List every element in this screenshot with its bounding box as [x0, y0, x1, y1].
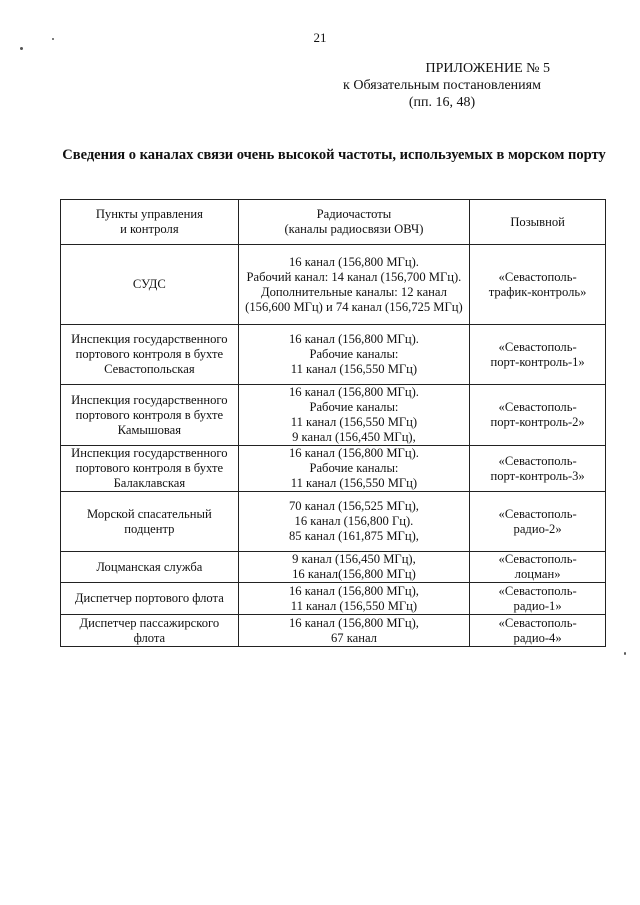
cell-frequencies-line: 70 канал (156,525 МГц),: [288, 499, 419, 513]
cell-frequencies-line: 16 канал (156,800 МГц),: [288, 583, 419, 598]
cell-callsign-line: трафик-контроль»: [488, 284, 587, 299]
document-heading: Сведения о каналах связи очень высокой частоты, используемых в морском порту: [62, 147, 606, 163]
cell-control-point-line: СУДС: [132, 277, 166, 291]
cell-frequencies-line: Рабочие каналы:: [309, 400, 399, 414]
cell-frequencies-line: 16 канал (156,800 Гц).: [294, 514, 414, 528]
appendix-reference: (пп. 16, 48): [408, 95, 476, 110]
cell-frequencies-line: Дополнительные каналы: 12 канал: [260, 284, 447, 299]
cell-frequencies: [238, 385, 469, 446]
cell-frequencies-line: 9 канал (156,450 МГц),: [292, 430, 416, 444]
cell-control-point: [61, 615, 239, 647]
cell-frequencies-line: 16 канал (156,800 МГц).: [288, 446, 419, 460]
table-row: [61, 492, 606, 552]
cell-callsign-line: лоцман»: [514, 567, 561, 581]
cell-callsign: [470, 552, 606, 583]
cell-control-point-line: Инспекция государственного: [71, 332, 228, 346]
channels-table: [60, 199, 606, 647]
table-row: [61, 446, 606, 492]
cell-frequencies-line: 16 канал(156,800 МГц): [292, 567, 416, 581]
appendix-subtitle: к Обязательным постановлениям: [343, 78, 541, 93]
cell-callsign: [470, 446, 606, 492]
cell-callsign-line: «Севастополь-: [498, 400, 577, 414]
cell-control-point-line: Лоцманская служба: [96, 559, 203, 574]
cell-control-point-line: Диспетчер пассажирского: [79, 615, 220, 630]
cell-control-point-line: Камышовая: [117, 422, 182, 437]
cell-callsign-line: порт-контроль-1»: [490, 354, 585, 369]
cell-callsign-line: радио-1»: [513, 598, 562, 613]
cell-callsign-line: радио-4»: [513, 630, 562, 645]
cell-control-point-line: портового контроля в бухте: [75, 461, 224, 475]
cell-frequencies-line: 11 канал (156,550 МГц): [290, 598, 418, 613]
cell-frequencies-line: 16 канал (156,800 МГц).: [288, 254, 419, 269]
cell-control-point: [61, 325, 239, 385]
cell-frequencies-line: 16 канал (156,800 МГц).: [288, 332, 419, 346]
cell-callsign-line: «Севастополь-: [498, 615, 577, 630]
table-row: [61, 583, 606, 615]
scan-speck: [624, 652, 626, 655]
cell-callsign: [470, 492, 606, 552]
cell-frequencies: [238, 446, 469, 492]
table-row: [61, 552, 606, 583]
cell-control-point: [61, 446, 239, 492]
cell-control-point-line: подцентр: [124, 521, 175, 536]
scan-speck: [20, 47, 23, 50]
table-header-row: [61, 200, 606, 245]
cell-frequencies-line: 85 канал (161,875 МГц),: [288, 529, 419, 543]
cell-frequencies-line: 9 канал (156,450 МГц),: [292, 552, 416, 566]
cell-callsign-line: «Севастополь-: [498, 339, 577, 354]
cell-control-point: [61, 583, 239, 615]
cell-frequencies: [238, 615, 469, 647]
table-row: [61, 385, 606, 446]
cell-callsign-line: радио-2»: [513, 521, 562, 536]
cell-control-point-line: Морской спасательный: [86, 506, 212, 521]
cell-callsign-line: порт-контроль-2»: [490, 415, 585, 429]
cell-control-point-line: Инспекция государственного: [71, 392, 228, 407]
cell-control-point-line: Балаклавская: [113, 476, 186, 490]
cell-frequencies: [238, 492, 469, 552]
header-callsign: Позывной: [470, 200, 606, 245]
cell-frequencies-line: 11 канал (156,550 МГц): [290, 362, 418, 376]
cell-control-point: [61, 552, 239, 583]
header-frequencies: Радиочастоты (каналы радиосвязи ОВЧ): [238, 200, 469, 245]
cell-callsign-line: «Севастополь-: [498, 506, 577, 521]
cell-control-point: [61, 245, 239, 325]
cell-frequencies: [238, 325, 469, 385]
cell-frequencies: [238, 583, 469, 615]
cell-frequencies-line: 16 канал (156,800 МГц),: [288, 615, 419, 630]
cell-control-point: [61, 385, 239, 446]
appendix-block: [302, 60, 582, 111]
cell-control-point: [61, 492, 239, 552]
cell-frequencies-line: 16 канал (156,800 МГц).: [288, 385, 419, 399]
cell-callsign-line: «Севастополь-: [498, 552, 577, 566]
cell-frequencies: [238, 552, 469, 583]
cell-callsign-line: «Севастополь-: [498, 453, 577, 468]
cell-frequencies-line: Рабочий канал: 14 канал (156,700 МГц).: [246, 269, 462, 284]
table-row: [61, 325, 606, 385]
cell-callsign-line: порт-контроль-3»: [490, 468, 585, 483]
cell-callsign: [470, 385, 606, 446]
cell-callsign: [470, 325, 606, 385]
cell-callsign-line: «Севастополь-: [498, 583, 577, 598]
header-control-points: Пункты управления и контроля: [61, 200, 239, 245]
table-row: [61, 245, 606, 325]
table-body: [61, 245, 606, 647]
cell-callsign-line: «Севастополь-: [498, 269, 577, 284]
cell-frequencies-line: (156,600 МГц) и 74 канал (156,725 МГц): [245, 299, 463, 314]
page-number: 21: [313, 30, 327, 45]
cell-frequencies-line: Рабочие каналы:: [309, 347, 399, 361]
cell-callsign: [470, 615, 606, 647]
cell-frequencies-line: Рабочие каналы:: [309, 461, 399, 475]
cell-control-point-line: портового контроля в бухте: [75, 407, 224, 422]
cell-control-point-line: Инспекция государственного: [71, 446, 228, 460]
cell-frequencies-line: 11 канал (156,550 МГц): [290, 415, 418, 429]
table-row: [61, 615, 606, 647]
cell-control-point-line: портового контроля в бухте: [75, 347, 224, 361]
cell-callsign: [470, 583, 606, 615]
cell-control-point-line: Севастопольская: [104, 362, 195, 376]
appendix-title: ПРИЛОЖЕНИЕ № 5: [425, 61, 550, 76]
cell-control-point-line: Диспетчер портового флота: [74, 591, 224, 605]
cell-control-point-line: флота: [133, 630, 166, 645]
cell-frequencies-line: 67 канал: [330, 630, 377, 645]
cell-frequencies-line: 11 канал (156,550 МГц): [290, 476, 418, 490]
cell-callsign: [470, 245, 606, 325]
cell-frequencies: [238, 245, 469, 325]
